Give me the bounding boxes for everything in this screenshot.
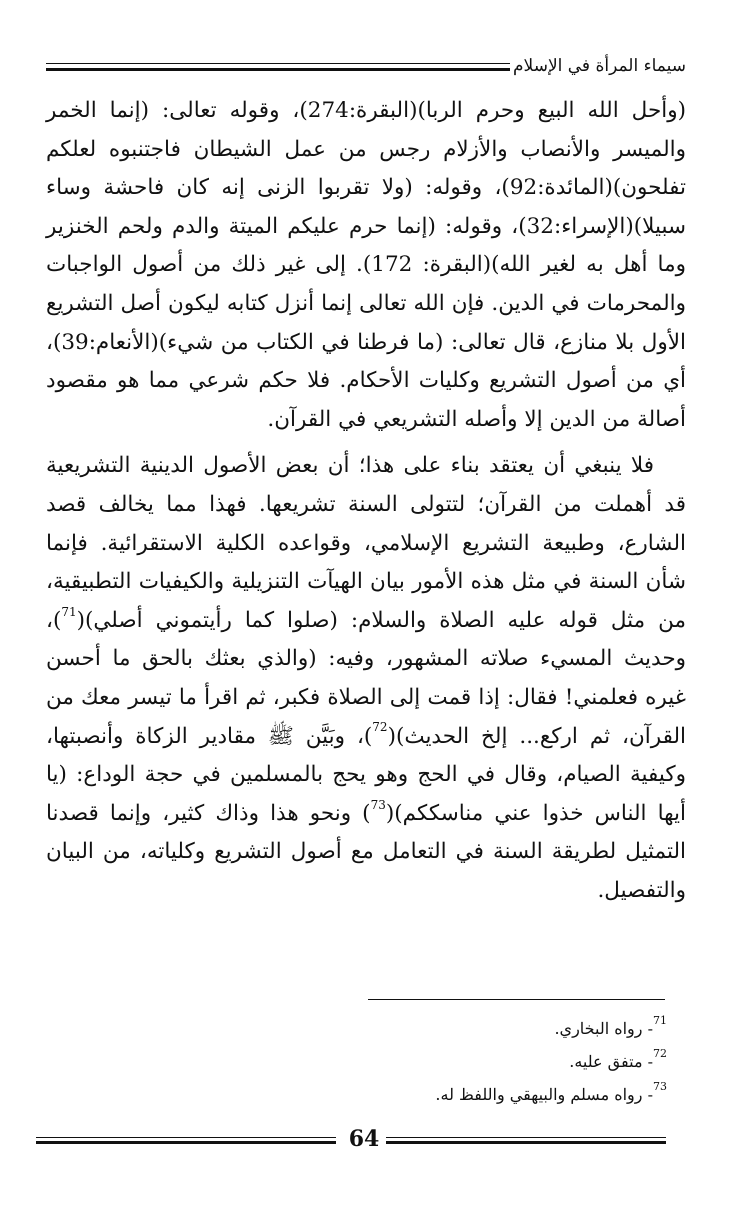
paragraph-text: (وأحل الله البيع وحرم الربا)(البقرة:274)، وقوله تعالى: (إنما الخمر والميسر والأنصاب والأزلام رجس من عمل الشيطان فاجتنبوه لعلكم تفلحون)(المائدة:92)، وقوله: (ولا تقربوا الزنى إنه كان فاحشة وساء سبيلا)(الإسراء:32)، وقوله: (إنما حرم عليكم الميتة والدم ولحم الخنزير وما أهل به لغير الله)(البقرة: 172). إلى غير ذلك من أصول الواجبات والمحرمات في الدين. فإن الله تعالى إنما أنزل كتابه ليكون أصل التشريع الأول بلا منازع، قال تعالى: (ما فرطنا في الكتاب من شيء)(الأنعام:39)، أي من أصول التشريع وكليات الأحكام. فلا حكم شرعي مما هو مقصود أصالة من الدين إلا وأصله التشريعي في القرآن.	[46, 98, 686, 432]
footnote-separator	[368, 999, 665, 1000]
footer-rule-right	[386, 1137, 666, 1144]
footnote	[267, 1012, 667, 1045]
paragraph-text: فلا ينبغي أن يعتقد بناء على هذا؛ أن بعض الأصول الدينية التشريعية قد أهملت من القرآن؛ لتتولى السنة تشريعها. فهذا مما يخالف قصد الشارع، وطبيعة التشريع الإسلامي، وقواعده الكلية الاستقرائية. فإنما شأن السنة في مثل هذه الأمور بيان الهيآت التنزيلية والكيفيات التطبيقية، من مثل قوله عليه الصلاة والسلام: (صلوا كما رأيتموني أصلي)(	[46, 453, 686, 633]
footnote	[267, 1045, 667, 1078]
footnotes	[267, 1012, 667, 1111]
body-text	[46, 92, 686, 910]
body-paragraph	[46, 447, 686, 910]
footnote-ref: 71	[61, 604, 77, 619]
paragraph-text: )، وحديث المسيء صلاته المشهور، وفيه: (والذي بعثك بالحق ما أحسن غيره فعلمني! فقال: إذا قمت إلى الصلاة فكبر، ثم اقرأ ما تيسر معك من القرآن، ثم اركع... إلخ الحديث)(	[46, 607, 686, 749]
paragraph-text: ) ونحو هذا وذاك كثير، وإنما قصدنا التمثيل لطريقة السنة في التعامل مع أصول التشريع وكلياته، من البيان والتفصيل.	[46, 800, 686, 903]
running-header	[46, 54, 686, 82]
footnote-text: - متفق عليه.	[569, 1052, 653, 1071]
page-footer	[36, 1125, 666, 1155]
footnote-ref: 73	[370, 797, 386, 812]
footnote-number: 71	[653, 1013, 667, 1027]
header-double-rule	[46, 63, 510, 71]
footnote-number: 72	[653, 1046, 667, 1060]
footnote-ref: 72	[372, 720, 388, 735]
footnote-text: - رواه البخاري.	[554, 1019, 653, 1038]
footnote-text: - رواه مسلم والبيهقي واللفظ له.	[435, 1085, 653, 1104]
body-paragraph	[46, 92, 686, 439]
footnote-number: 73	[653, 1079, 667, 1093]
footnote	[267, 1078, 667, 1111]
footer-rule-left	[36, 1137, 336, 1144]
page-number: 64	[348, 1126, 380, 1152]
running-header-title: سيماء المرأة في الإسلام	[513, 56, 686, 76]
paragraph-text: )، وبَيَّن ﷺ مقادير الزكاة وأنصبتها، وكيفية الصيام، وقال في الحج وهو يحج بالمسلمين في حجة الوداع: (يا أيها الناس خذوا عني مناسككم)(	[46, 723, 686, 826]
